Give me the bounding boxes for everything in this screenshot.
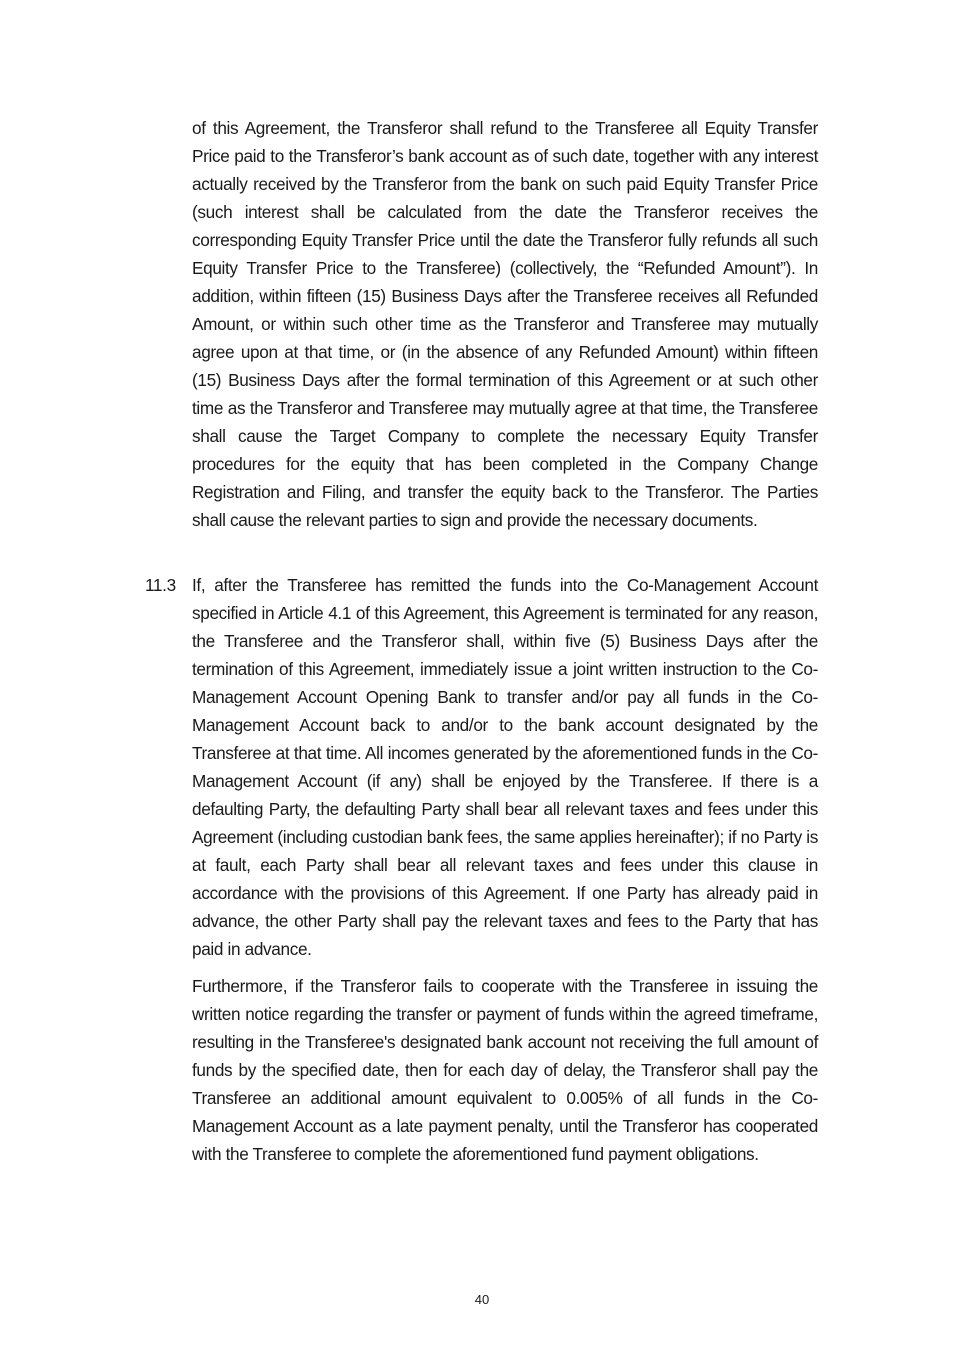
clause-text: If, after the Transferee has remitted the funds into the Co-Management Account specified in Article 4.1 of this Agreement, this Agreement is terminated for any reason, the Transferee and the Transferor shall, within five (5) Business Days after the termination of this Agreement, immediately issue a joint written instruction to the Co-Management Account Opening Bank to transfer and/or pay all funds in the Co-Management Account back to and/or to the bank account designated by the Transferee at that time. All incomes generated by the aforementioned funds in the Co-Management Account (if any) shall be enjoyed by the Transferee. If there is a defaulting Party, the defaulting Party shall bear all relevant taxes and fees under this Agreement (including custodian bank fees, the same applies hereinafter); if no Party is at fault, each Party shall bear all relevant taxes and fees under this clause in accordance with the provisions of this Agreement. If one Party has already paid in advance, the other Party shall pay the relevant taxes and fees to the Party that has paid in advance. bbox=[192, 575, 818, 959]
clause-number: 11.3 bbox=[145, 575, 176, 595]
further-paragraph: Furthermore, if the Transferor fails to cooperate with the Transferee in issuing the written notice regarding the transfer or payment of funds within the agreed timeframe, resulting in the Transferee's designated bank account not receiving the full amount of funds by the specified date, then for each day of delay, the Transferor shall pay the Transferee an additional amount equivalent to 0.005% of all funds in the Co-Management Account as a late payment penalty, until the Transferor has cooperated with the Transferee to complete the aforementioned fund payment obligations. bbox=[192, 976, 818, 1164]
page-number: 40 bbox=[474, 1292, 490, 1307]
continuation-paragraph: of this Agreement, the Transferor shall refund to the Transferee all Equity Transfer Price paid to the Transferor’s bank account as of such date, together with any interest actually received by the Transferor from the bank on such paid Equity Transfer Price (such interest shall be calculated from the date the Transferor receives the corresponding Equity Transfer Price until the date the Transferor fully refunds all such Equity Transfer Price to the Transferee) (collectively, the “Refunded Amount”). In addition, within fifteen (15) Business Days after the Transferee receives all Refunded Amount, or within such other time as the Transferor and Transferee may mutually agree upon at that time, or (in the absence of any Refunded Amount) within fifteen (15) Business Days after the formal termination of this Agreement or at such other time as the Transferor and Transferee may mutually agree at that time, the Transferee shall cause the Target Company to complete the necessary Equity Transfer procedures for the equity that has been completed in the Company Change Registration and Filing, and transfer the equity back to the Transferor. The Parties shall cause the relevant parties to sign and provide the necessary documents. bbox=[192, 118, 818, 530]
